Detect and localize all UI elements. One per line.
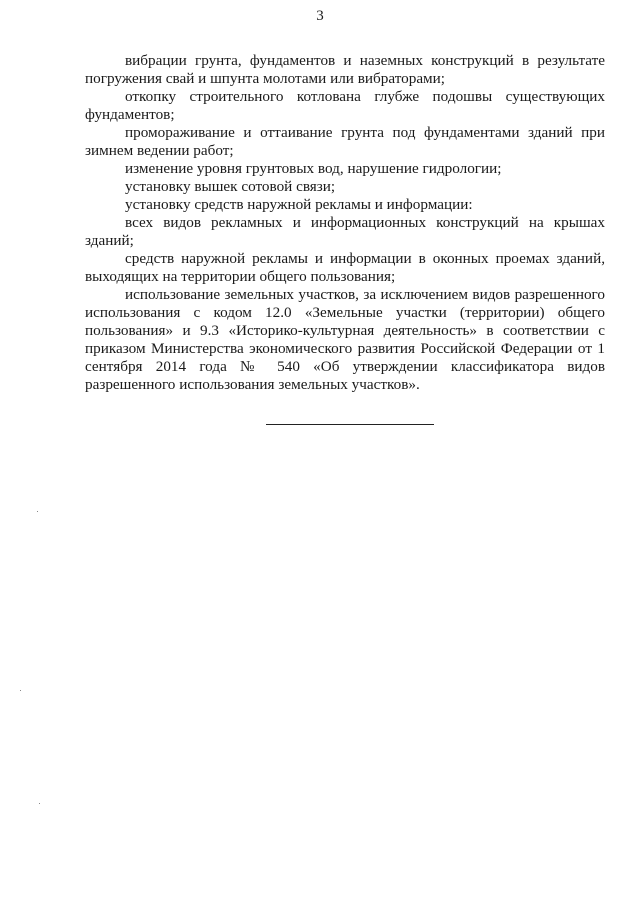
paragraph-outdoor-advertising: установку средств наружной рекламы и информации: [125,196,473,213]
document-body [85,52,605,394]
paragraph-window-advertising: средств наружной рекламы и информации в оконных проемах зданий, выходящих на территории общего пользования; [85,250,605,285]
paragraph-soil-freezing: промораживание и оттаивание грунта под фундаментами зданий при зимнем ведении работ; [85,124,605,159]
scan-speck [37,511,38,512]
closing-divider-line [266,424,434,425]
scan-speck [20,690,21,691]
paragraph-pit-excavation: откопку строительного котлована глубже подошвы существующих фундаментов; [85,88,605,123]
paragraph-groundwater-change: изменение уровня грунтовых вод, нарушение гидрологии; [125,160,502,177]
paragraph-cell-towers: установку вышек сотовой связи; [125,178,336,195]
paragraph-rooftop-structures: всех видов рекламных и информационных конструкций на крышах зданий; [85,214,605,249]
page-number: 3 [316,8,324,24]
paragraph-ground-vibration: вибрации грунта, фундаментов и наземных конструкций в результате погружения свай и шпунта молотами или вибраторами; [85,52,605,87]
scan-speck [39,803,40,804]
paragraph-land-use: использование земельных участков, за исключением видов разрешенного использования с кодом 12.0 «Земельные участки (территории) общего пользования» и 9.3 «Историко-культурная деятельность» в соответствии с приказом Министерства экономического развития Российской Федерации от 1 сентября 2014 года № 540 «Об утверждении классификатора видов разрешенного использования земельных участков». [85,286,605,393]
